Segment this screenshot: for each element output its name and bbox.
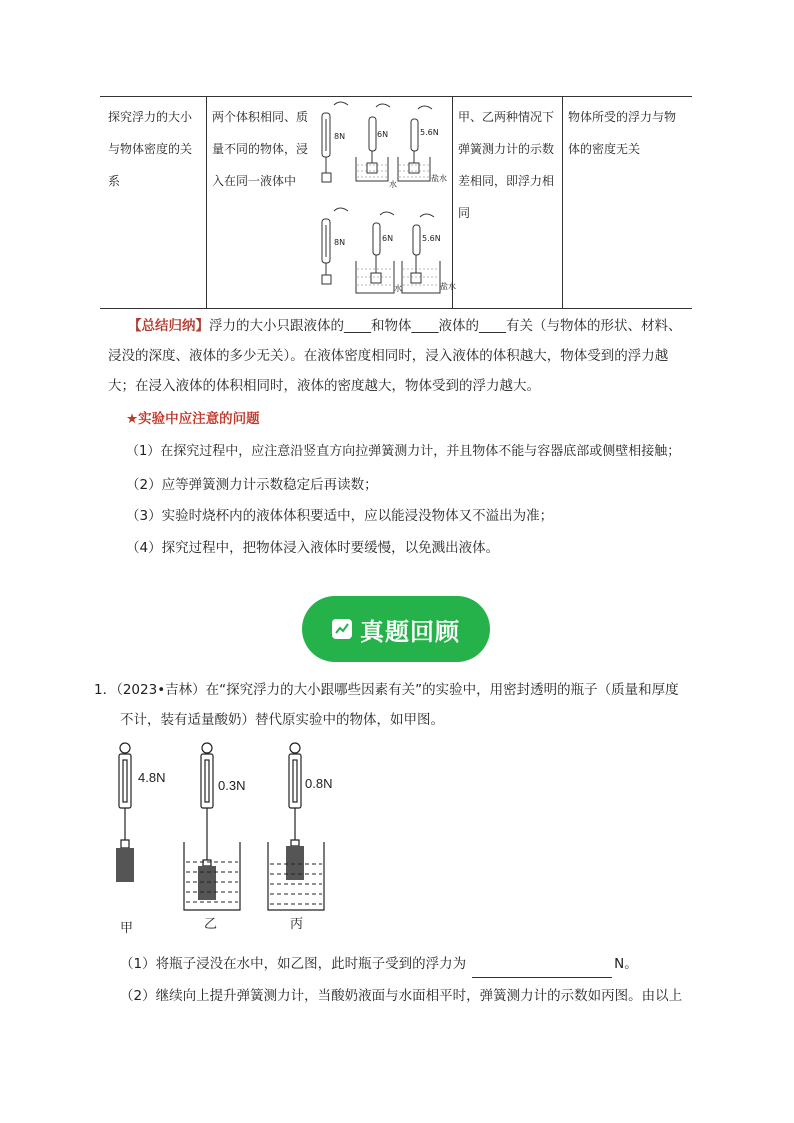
table-cell-result: 甲、乙两种情况下 弹簧测力计的示数 差相同，即浮力相 同 — [458, 110, 555, 220]
table-divider — [562, 97, 563, 308]
reading-label: 6N — [382, 234, 394, 243]
liquid-label: 盐水 — [431, 174, 447, 183]
table-divider — [452, 97, 453, 308]
table-cell-method: 两个体积相同、质 量不同的物体，浸 入在同一液体中 — [212, 110, 309, 188]
summary-line: 浸没的深度、液体的多少无关）。在液体密度相同时，浸入液体的体积越大，物体受到的浮力越 — [108, 348, 669, 364]
liquid-label: 盐水 — [440, 282, 456, 291]
chart-icon — [332, 619, 352, 639]
reading-label: 0.3N — [218, 778, 246, 793]
notes-title: ★实验中应注意的问题 — [126, 411, 260, 427]
note-item: （2）应等弹簧测力计示数稳定后再读数； — [126, 477, 378, 493]
liquid-label: 水 — [389, 180, 397, 189]
reading-label: 5.6N — [422, 234, 441, 243]
question-sub2: （2）继续向上提升弹簧测力计，当酸奶液面与水面相平时，弹簧测力计的示数如丙图。由以上 — [120, 988, 683, 1004]
summary-line: 【总结归纳】浮力的大小只跟液体的____和物体____液体的____有关（与物体的形状、材料、 — [128, 318, 682, 334]
question-text: 不计，装有适量酸奶）替代原实验中的物体，如甲图。 — [120, 712, 444, 728]
spring-scale-illustration — [314, 99, 456, 305]
question-text: 1．（2023•吉林）在“探究浮力的大小跟哪些因素有关”的实验中，用密封透明的瓶子（质量和厚度 — [94, 682, 679, 698]
reading-label: 6N — [377, 130, 389, 139]
summary-line: 大；在浸入液体的体积相同时，液体的密度越大，物体受到的浮力越大。 — [108, 378, 540, 394]
reading-label: 8N — [334, 132, 346, 141]
note-item: （1）在探究过程中，应注意沿竖直方向拉弹簧测力计，并且物体不能与容器底部或侧壁相接触； — [126, 444, 681, 459]
reading-label: 4.8N — [138, 770, 166, 785]
question-sub1: （1）将瓶子浸没在水中，如乙图，此时瓶子受到的浮力为 N。 — [120, 950, 638, 978]
note-item: （4）探究过程中，把物体浸入液体时要缓慢，以免溅出液体。 — [126, 540, 500, 556]
question-figure — [100, 742, 360, 942]
liquid-label: 水 — [394, 284, 402, 293]
table-divider — [206, 97, 207, 308]
answer-blank[interactable] — [472, 963, 612, 978]
reading-label: 8N — [334, 238, 346, 247]
reading-label: 0.8N — [305, 776, 333, 791]
table-cell-conclusion: 物体所受的浮力与物 体的密度无关 — [568, 110, 677, 156]
note-item: （3）实验时烧杯内的液体体积要适中，应以能浸没物体又不溢出为准； — [126, 508, 554, 524]
figure-label: 丙 — [290, 916, 304, 931]
table-cell-topic: 探究浮力的大小 与物体密度的关 系 — [108, 110, 193, 188]
section-review-button[interactable]: 真题回顾 — [302, 596, 490, 662]
figure-label: 乙 — [204, 916, 218, 931]
reading-label: 5.6N — [420, 128, 439, 137]
experiment-table — [100, 96, 692, 309]
figure-label: 甲 — [120, 920, 134, 935]
